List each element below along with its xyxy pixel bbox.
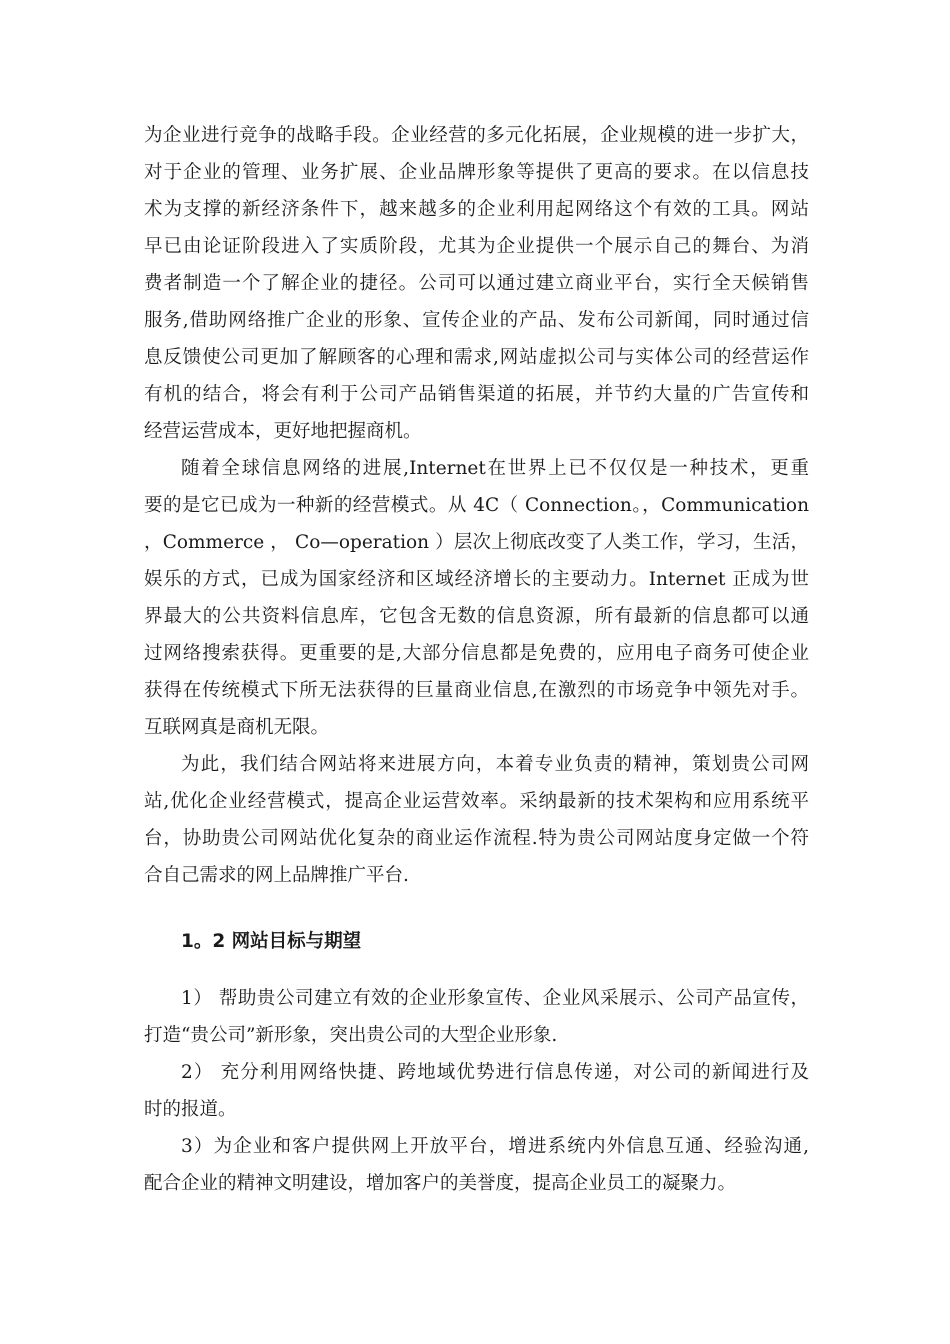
- text-line: 过网络搜索获得。更重要的是,大部分信息都是免费的，应用电子商务可使企业: [144, 643, 809, 664]
- text-line: 界最大的公共资料信息库，它包含无数的信息资源，所有最新的信息都可以通: [144, 606, 809, 627]
- text-line: 打造“贵公司”新形象，突出贵公司的大型企业形象.: [144, 1025, 558, 1046]
- text-line: 要的是它已成为一种新的经营模式。从 4C（ Connection。，Communication: [144, 495, 809, 516]
- text-line: 对于企业的管理、业务扩展、企业品牌形象等提供了更高的要求。在以信息技: [144, 162, 809, 183]
- text-line: 术为支撑的新经济条件下，越来越多的企业利用起网络这个有效的工具。网站: [144, 199, 809, 220]
- text-line: 3）为企业和客户提供网上开放平台，增进系统内外信息互通、经验沟通,: [181, 1136, 809, 1157]
- text-line: ，Commerce ， Co—operation ）层次上彻底改变了人类工作，学习，生活，: [144, 532, 809, 553]
- text-line: 有机的结合，将会有利于公司产品销售渠道的拓展，并节约大量的广告宣传和: [144, 384, 809, 405]
- text-line: 为企业进行竞争的战略手段。企业经营的多元化拓展，企业规模的进一步扩大，: [144, 125, 809, 146]
- text-line: 合自己需求的网上品牌推广平台.: [144, 865, 409, 886]
- text-line: 2） 充分利用网络快捷、跨地域优势进行信息传递，对公司的新闻进行及: [181, 1062, 809, 1083]
- text-line: 站,优化企业经营模式，提高企业运营效率。采纳最新的技术架构和应用系统平: [144, 791, 809, 812]
- text-line: 服务,借助网络推广企业的形象、宣传企业的产品、发布公司新闻，同时通过信: [144, 310, 809, 331]
- text-line: 娱乐的方式，已成为国家经济和区域经济增长的主要动力。Internet 正成为世: [144, 569, 809, 590]
- text-line: 费者制造一个了解企业的捷径。公司可以通过建立商业平台，实行全天候销售: [144, 273, 809, 294]
- text-line: 早已由论证阶段进入了实质阶段，尤其为企业提供一个展示自己的舞台、为消: [144, 236, 809, 257]
- text-line: 为此，我们结合网站将来进展方向，本着专业负责的精神，策划贵公司网: [181, 754, 809, 775]
- text-line: 息反馈使公司更加了解顾客的心理和需求,网站虚拟公司与实体公司的经营运作: [144, 347, 809, 368]
- text-line: 获得在传统模式下所无法获得的巨量商业信息,在激烈的市场竞争中领先对手。: [144, 680, 809, 701]
- section-heading: 1。2 网站目标与期望: [181, 931, 362, 952]
- text-line: 经营运营成本，更好地把握商机。: [144, 421, 422, 442]
- text-line: 配合企业的精神文明建设，增加客户的美誉度，提高企业员工的凝聚力。: [144, 1173, 737, 1194]
- text-line: 随着全球信息网络的进展,Internet在世界上已不仅仅是一种技术，更重: [181, 458, 809, 479]
- text-line: 互联网真是商机无限。: [144, 717, 330, 738]
- text-line: 时的报道。: [144, 1099, 237, 1120]
- text-line: 1） 帮助贵公司建立有效的企业形象宣传、企业风采展示、公司产品宣传，: [181, 988, 809, 1009]
- text-line: 台，协助贵公司网站优化复杂的商业运作流程.特为贵公司网站度身定做一个符: [144, 828, 809, 849]
